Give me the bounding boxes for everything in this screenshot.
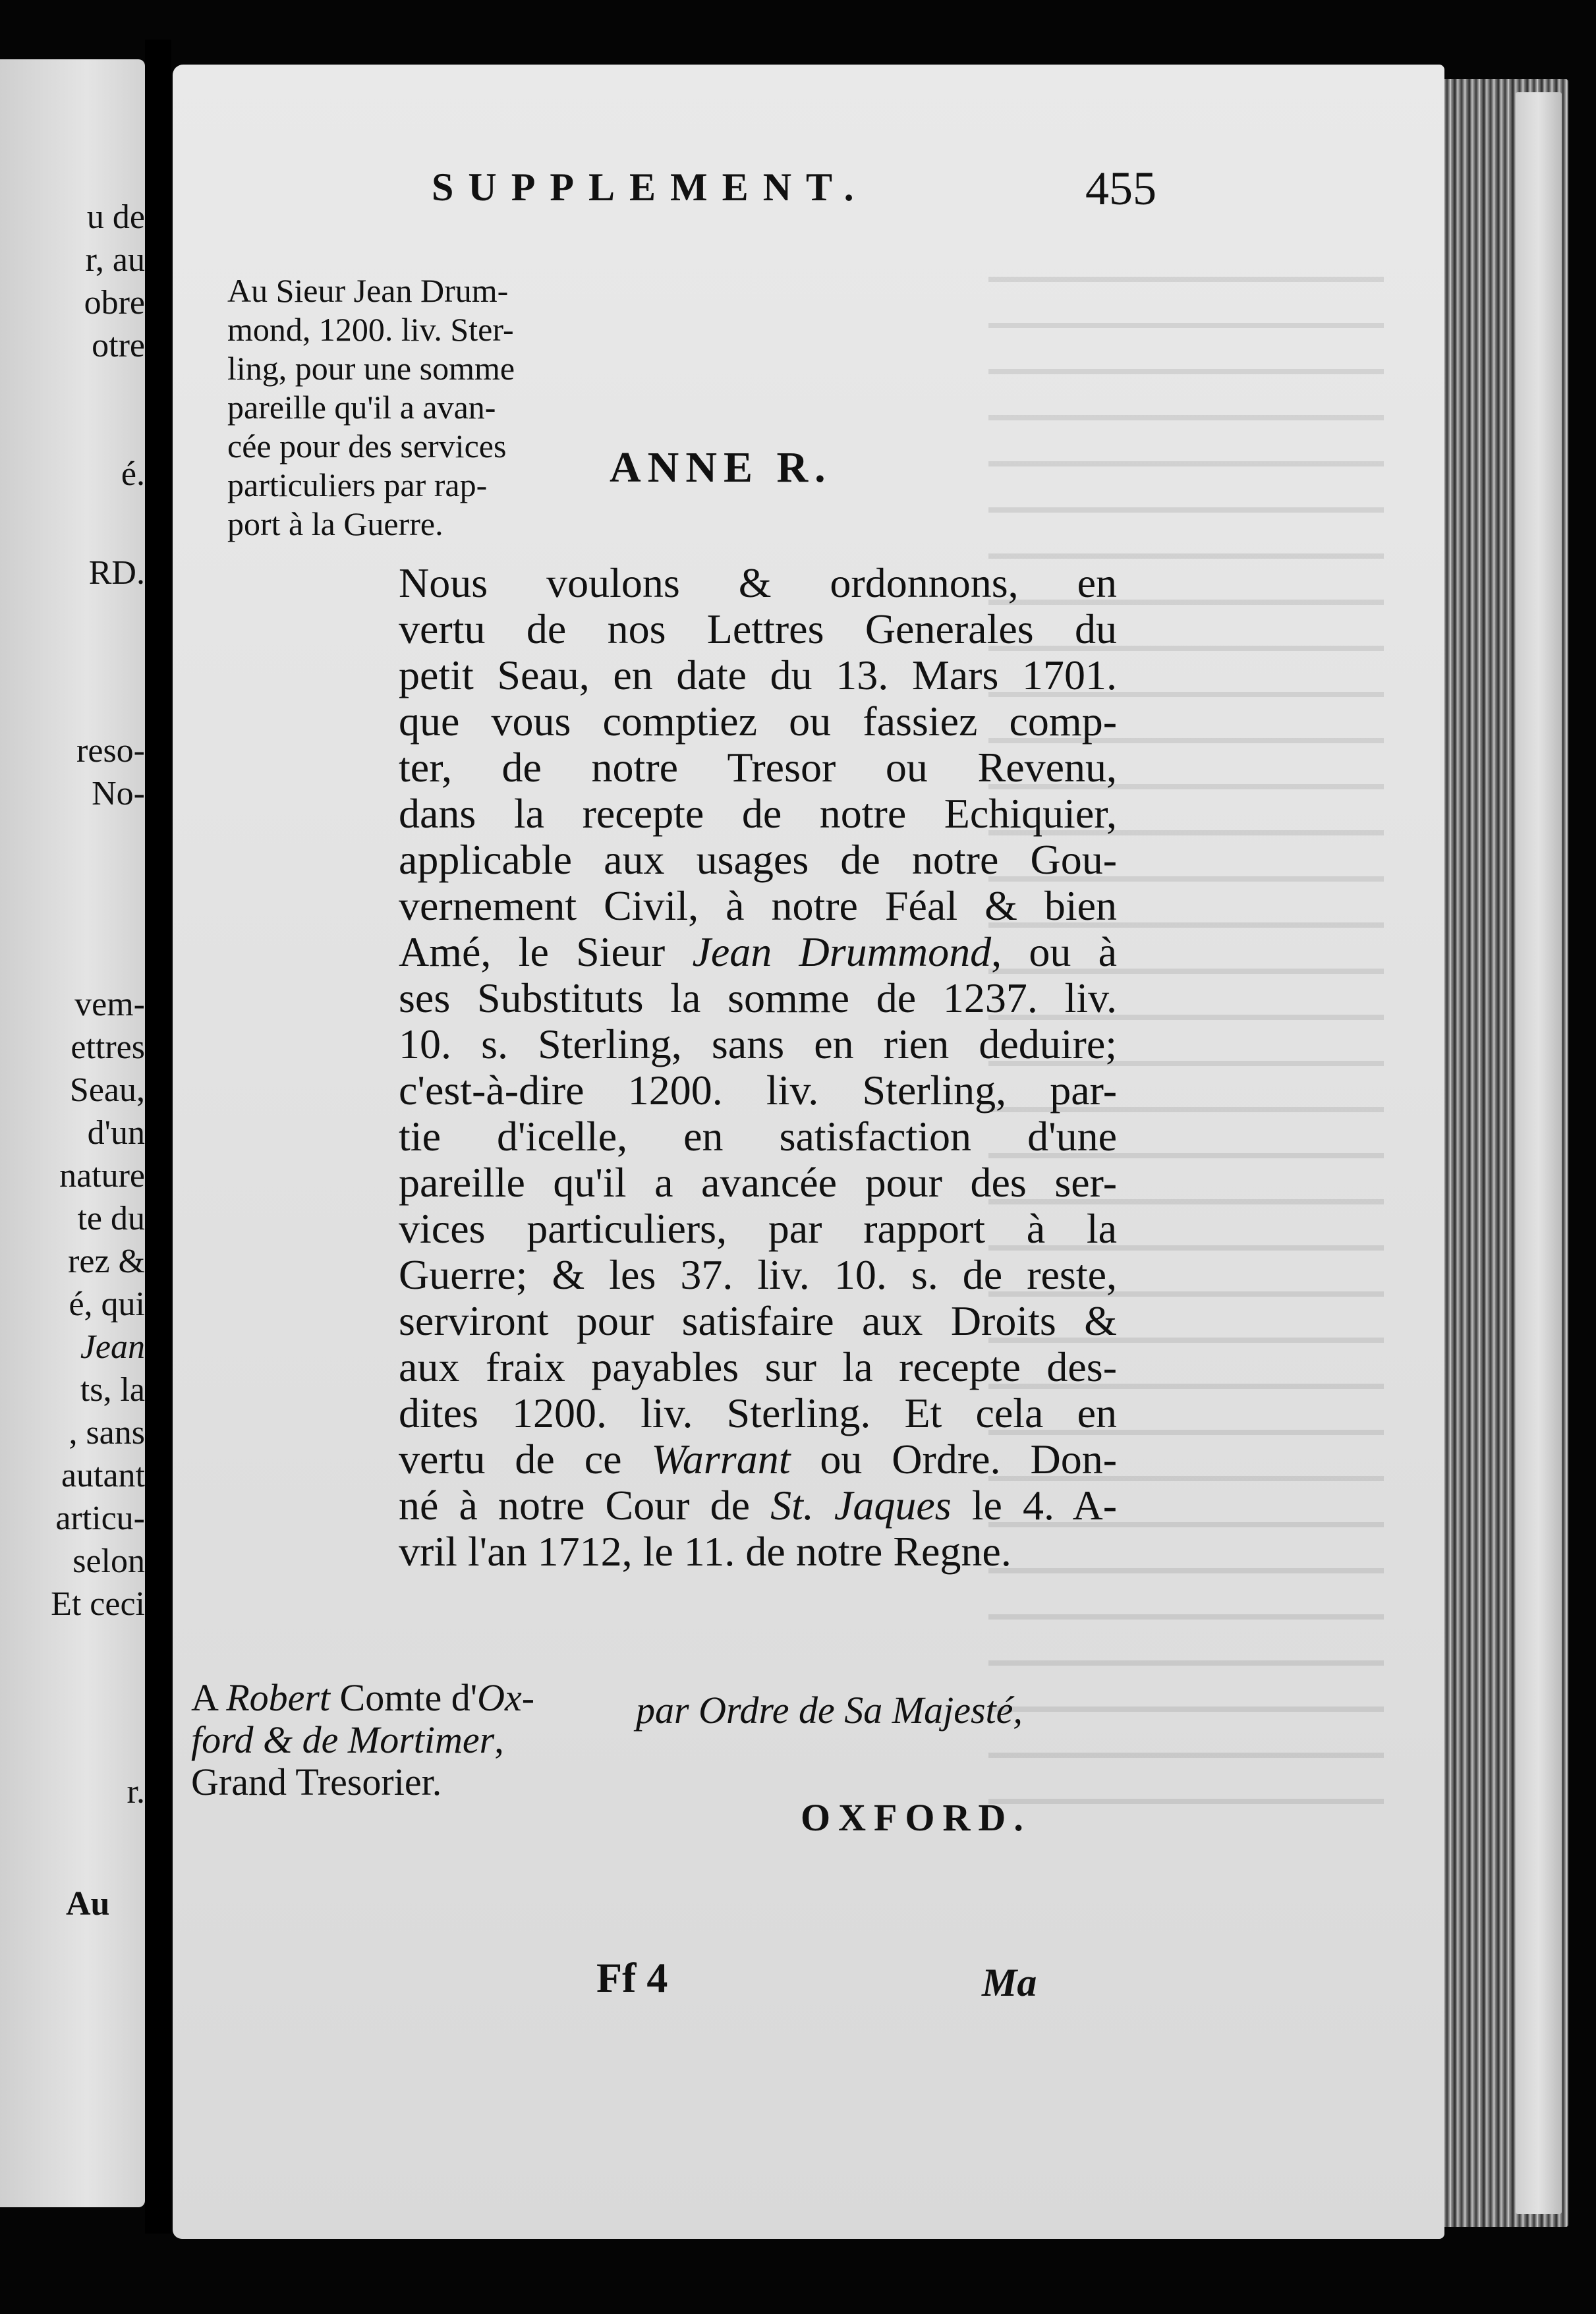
left-page-fragment: r. [127,1773,145,1811]
text-run: petit Seau, en date du 13. Mars 1701. [399,652,1117,698]
marginal-line: port à la Guerre. [227,505,443,542]
left-page-fragment: No- [92,775,145,812]
left-page-fragment: r, au [85,241,145,279]
marginal-line: cée pour des services [227,428,507,465]
page-edges-outer [1516,92,1562,2214]
body-line [399,837,1117,883]
body-line [399,1344,1117,1390]
body-line [399,929,1117,975]
marginal-line: particuliers par rap- [227,466,488,503]
body-line [399,1436,1117,1482]
left-page-fragment: Jean [80,1328,145,1366]
italic-text: Jean Drummond [692,929,992,975]
marginal-line: mond, 1200. liv. Ster- [227,311,514,348]
body-line [399,975,1117,1021]
warrant-body [399,560,1117,1575]
italic-text: Ox- [477,1676,535,1719]
text-run: 10. s. Sterling, sans en rien deduire; [399,1021,1117,1067]
left-page-fragment: , sans [69,1414,145,1452]
body-line [399,560,1117,606]
text-run: , ou à [991,929,1117,975]
text-run: vertu de nos Lettres Generales du [399,606,1117,652]
body-line [399,1529,1117,1575]
page-number: 455 [1085,162,1156,215]
section-heading: ANNE R. [610,443,832,492]
text-run: vril l'an 1712, le 11. de notre Regne. [399,1529,1012,1575]
italic-text: St. Jaques [770,1482,952,1529]
order-line: par Ordre de Sa Majesté, [636,1689,1023,1732]
left-page-fragment: ts, la [80,1371,145,1409]
left-page-fragment: articu- [55,1500,145,1537]
left-page [0,59,145,2207]
body-line [399,791,1117,837]
body-line [399,745,1117,791]
text-run: Comte d' [330,1676,478,1719]
text-run: dites 1200. liv. Sterling. Et cela en [399,1390,1117,1436]
signature: OXFORD. [801,1796,1031,1839]
text-run: , [494,1718,504,1761]
left-page-fragment: d'un [87,1114,145,1152]
left-page-fragment: u de [86,198,145,236]
body-line [399,883,1117,929]
left-page-fragment: nature [59,1157,145,1195]
text-run: vices particuliers, par rapport à la [399,1206,1117,1252]
marginal-line: Au Sieur Jean Drum- [227,272,509,309]
text-run: Nous voulons & ordonnons, en [399,560,1117,606]
body-line [399,698,1117,745]
text-run: tie d'icelle, en satisfaction d'une [399,1114,1117,1160]
text-run: applicable aux usages de notre Gou- [399,837,1117,883]
left-page-fragment: obre [84,284,145,322]
addressee-line [191,1761,586,1803]
addressee [191,1677,586,1803]
italic-text: Robert [226,1676,331,1719]
text-run: que vous comptiez ou fassiez comp- [399,698,1117,745]
text-run: ou Ordre. Don- [790,1436,1117,1482]
text-run: A [191,1676,227,1719]
left-page-fragment: Au [66,1885,110,1923]
text-run: dans la recepte de notre Echiquier, [399,791,1117,837]
text-run: vernement Civil, à notre Féal & bien [399,883,1117,929]
text-run: pareille qu'il a avancée pour des ser- [399,1160,1117,1206]
italic-text: ford & de Mortimer [191,1718,495,1761]
left-page-fragment: selon [72,1542,145,1580]
left-page-fragment: RD. [88,554,145,592]
text-run: serviront pour satisfaire aux Droits & [399,1298,1117,1344]
body-line [399,1021,1117,1067]
running-head: SUPPLEMENT. [432,165,869,209]
body-line [399,1298,1117,1344]
text-run: Guerre; & les 37. liv. 10. s. de reste, [399,1252,1117,1298]
left-page-fragment: é. [121,455,145,493]
body-line [399,1390,1117,1436]
body-line [399,1252,1117,1298]
text-run: ses Substituts la somme de 1237. liv. [399,975,1117,1021]
body-line [399,606,1117,652]
italic-text: Warrant [651,1436,791,1482]
left-page-fragment: te du [77,1200,145,1237]
body-line [399,1114,1117,1160]
text-run: Amé, le Sieur [399,929,693,975]
text-run: c'est-à-dire 1200. liv. Sterling, par- [399,1067,1117,1114]
body-line [399,1067,1117,1114]
left-page-fragment: otre [92,327,145,364]
left-page-fragment: autant [61,1457,145,1494]
left-page-fragment: reso- [76,732,145,770]
addressee-line [191,1677,586,1719]
left-page-fragment: é, qui [69,1285,145,1323]
left-page-fragment: Seau, [69,1071,145,1109]
body-line [399,1160,1117,1206]
catchword: Ma [982,1961,1037,2004]
marginal-line: ling, pour une somme [227,350,515,387]
signature-mark: Ff 4 [596,1954,668,2001]
text-run: ter, de notre Tresor ou Revenu, [399,745,1117,791]
text-run: le 4. A- [951,1482,1117,1529]
marginal-note [227,271,570,544]
left-page-fragment: ettres [71,1029,145,1066]
marginal-line: pareille qu'il a avan- [227,389,496,426]
left-page-fragment: vem- [74,986,145,1023]
addressee-line [191,1719,586,1761]
body-line [399,1206,1117,1252]
text-run: vertu de ce [399,1436,652,1482]
body-line [399,652,1117,698]
left-page-fragment: Et ceci [51,1585,145,1623]
text-run: aux fraix payables sur la recepte des- [399,1344,1117,1390]
text-run: né à notre Cour de [399,1482,771,1529]
text-run: Grand Tresorier. [191,1761,442,1803]
gutter [145,40,171,2234]
body-line [399,1482,1117,1529]
left-page-fragment: rez & [68,1243,145,1280]
